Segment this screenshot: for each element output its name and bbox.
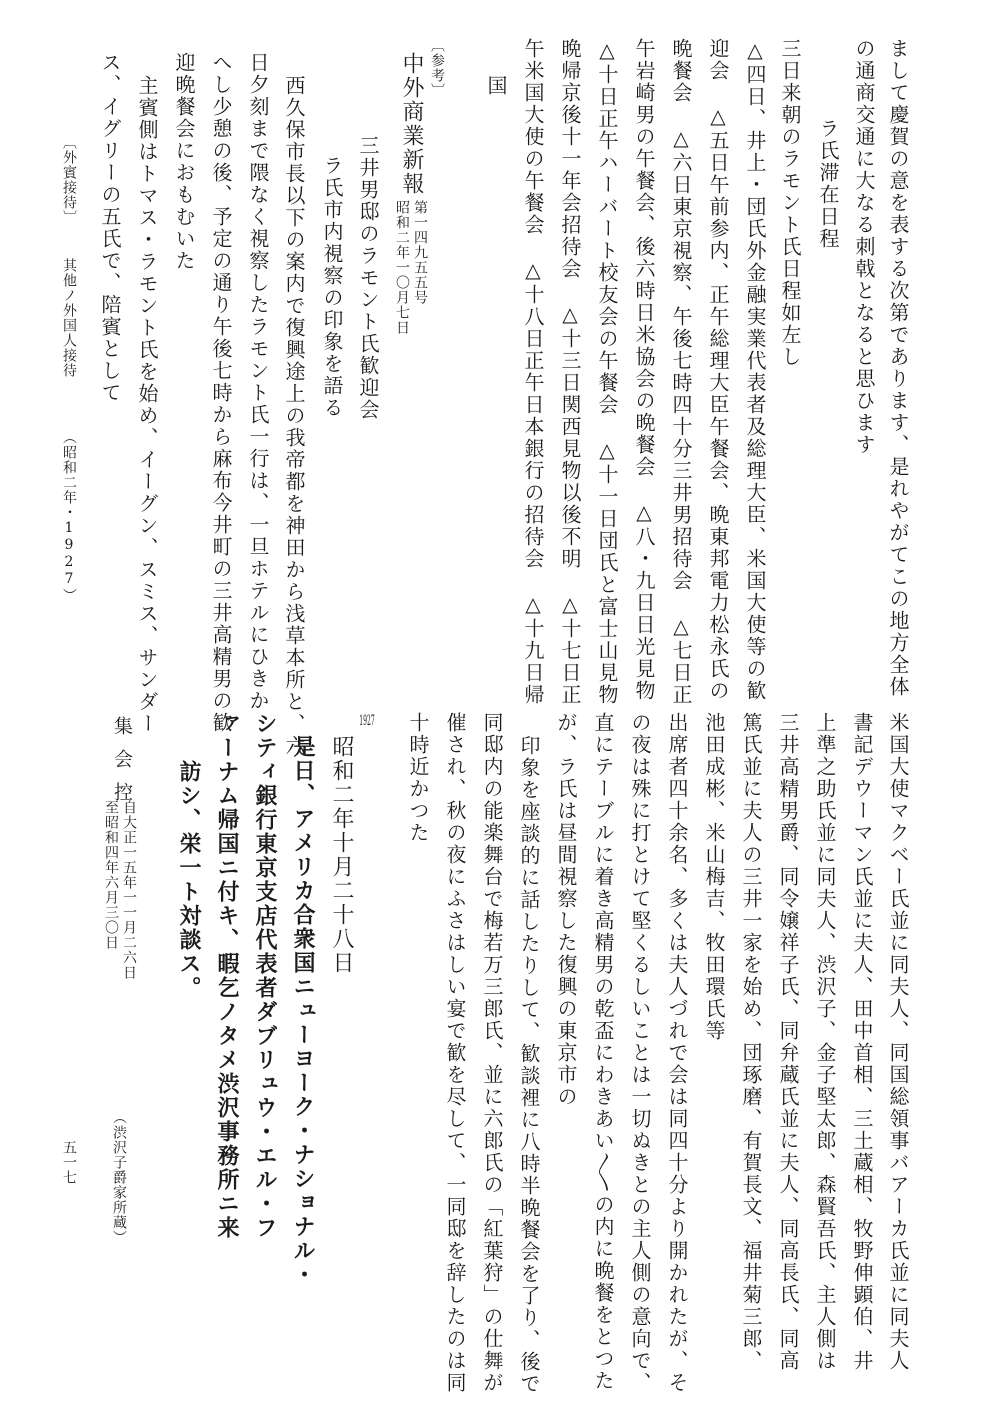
text-column: が、ラ氏は昼間視察した復興の東京市の — [554, 712, 578, 1108]
text-column: 迎会 △五日午前参内、正午総理大臣午餐会、晩東邦電力松永氏の — [706, 38, 730, 702]
text-column: まして慶賀の意を表する次第であります、是れやがてこの地方全体 — [886, 38, 910, 698]
entry-text: 訪シ、栄一ト対談ス。 — [176, 760, 202, 1000]
source-range-start: 自大正一五年一一月二六日 — [121, 800, 137, 980]
issue-number: 第一四九五五号 — [412, 200, 428, 305]
text-column: へし少憩の後、予定の通り午後七時から麻布今井町の三井高精男の歓 — [209, 52, 233, 734]
text-column: 池田成彬、米山梅吉、牧田環氏等 — [702, 712, 726, 1042]
text-column: 迎晩餐会におもむいた — [172, 52, 196, 272]
text-column: の夜は殊に打とけて堅くるしいことは一切ぬきとの主人側の意向で、 — [628, 712, 652, 1394]
issue-date: 昭和二年一〇月七日 — [394, 200, 410, 335]
entry-text: 是日、アメリカ合衆国ニューヨーク・ナショナル・ — [290, 735, 316, 1287]
article-subtitle: ラ氏市内視察の印象を語る — [320, 155, 344, 419]
text-column: 書記デウーマン氏並に夫人、田中首相、三土蔵相、牧野伸顕伯、井 — [850, 712, 874, 1372]
year-note-text: 1927 — [359, 714, 375, 728]
source-title: 集会控 — [111, 716, 133, 815]
footer-era: （昭和二年・1927） — [61, 430, 77, 603]
text-column: 同邸内の能楽舞台で梅若万三郎氏、並に六郎氏の「紅葉狩」の仕舞が — [480, 712, 504, 1394]
text-column: 十時近かつた — [406, 712, 430, 844]
text-column: 出席者四十余名、多くは夫人づれで会は同四十分より開かれたが、そ — [665, 712, 689, 1394]
text-column: 催され、秋の夜にふさはしい宴で歓を尽して、一同邸を辞したのは同 — [443, 712, 467, 1394]
text-column: 西久保市長以下の案内で復興途上の我帝都を神田から浅草本所と、六 — [282, 75, 306, 757]
newspaper-name: 中外商業新報 — [399, 52, 424, 196]
text-column: の通商交通に大なる刺戟となると思ひます — [852, 38, 876, 456]
text-column: 三日来朝のラモント氏日程如左し — [778, 38, 802, 368]
text-column: 日夕刻まで隈なく視察したラモント氏一行は、一旦ホテルにひきか — [246, 52, 270, 712]
text-column: △四日、井上・団氏外金融実業代表者及総理大臣、米国大使等の歓 — [743, 38, 767, 702]
section-heading: ラ氏滞在日程 — [816, 118, 840, 250]
text-column: 午岩崎男の午餐会、後六時日米協会の晩餐会 △八・九日日光見物 — [632, 38, 656, 702]
entry-text: ァーナム帰国ニ付キ、暇乞ノタメ渋沢事務所ニ来 — [214, 712, 240, 1240]
text-column: 篤氏並に夫人の三井一家を始め、団琢磨、有賀長文、福井菊三郎、 — [739, 712, 763, 1372]
text-column: 三井高精男爵、同令嬢祥子氏、同弁蔵氏並に夫人、同高長氏、同高 — [776, 712, 800, 1372]
text-column: △十日正午ハーバート校友会の午餐会 △十一日団氏と富士山見物 — [595, 38, 619, 706]
text-column: 午米国大使の午餐会 △十八日正午日本銀行の招待会 △十九日帰 — [521, 38, 545, 706]
date-entry: 昭和二年十月二十八日 — [329, 735, 354, 975]
source-range-end: 至昭和四年六月三〇日 — [103, 800, 119, 950]
text-column: 印象を座談的に話したりして、歓談裡に八時半晩餐会を了り、後で — [517, 735, 541, 1395]
entry-text: シティ銀行東京支店代表者ダブリュウ・エル・フ — [252, 712, 278, 1240]
year-note — [360, 714, 374, 728]
text-column: 晩餐会 △六日東京視察、午後七時四十分三井男招待会 △七日正 — [669, 38, 693, 706]
text-column: 上準之助氏並に同夫人、渋沢子、金子堅太郎、森賢吾氏、主人側は — [813, 712, 837, 1372]
source-owner: （渋沢子爵家所蔵） — [111, 1110, 127, 1245]
text-column: 米国大使マクベー氏並に同夫人、同国総領事バアーカ氏並に同夫人 — [886, 712, 910, 1372]
page-number: 五一七 — [61, 1140, 77, 1185]
text-column: 晩帰京後十一年会招待会 △十三日関西見物以後不明 △十七日正 — [558, 38, 582, 706]
text-column: 直にテーブルに着き高精男の乾盃にわきあい〳〵の内に晩餐をとつた — [591, 712, 615, 1392]
footer-title: 其他ノ外国人接待 — [61, 258, 77, 378]
article-title: 三井男邸のラモント氏歓迎会 — [356, 135, 380, 421]
text-column: ス、イグリーの五氏で、陪賓として — [98, 52, 122, 404]
reference-label: 〔参考〕 — [429, 38, 445, 98]
text-column: 国 — [484, 75, 508, 97]
text-column: 主賓側はトマス・ラモント氏を始め、イーグン、スミス、サンダー — [135, 75, 159, 735]
footer-category: 〔外賓接待〕 — [61, 135, 77, 225]
